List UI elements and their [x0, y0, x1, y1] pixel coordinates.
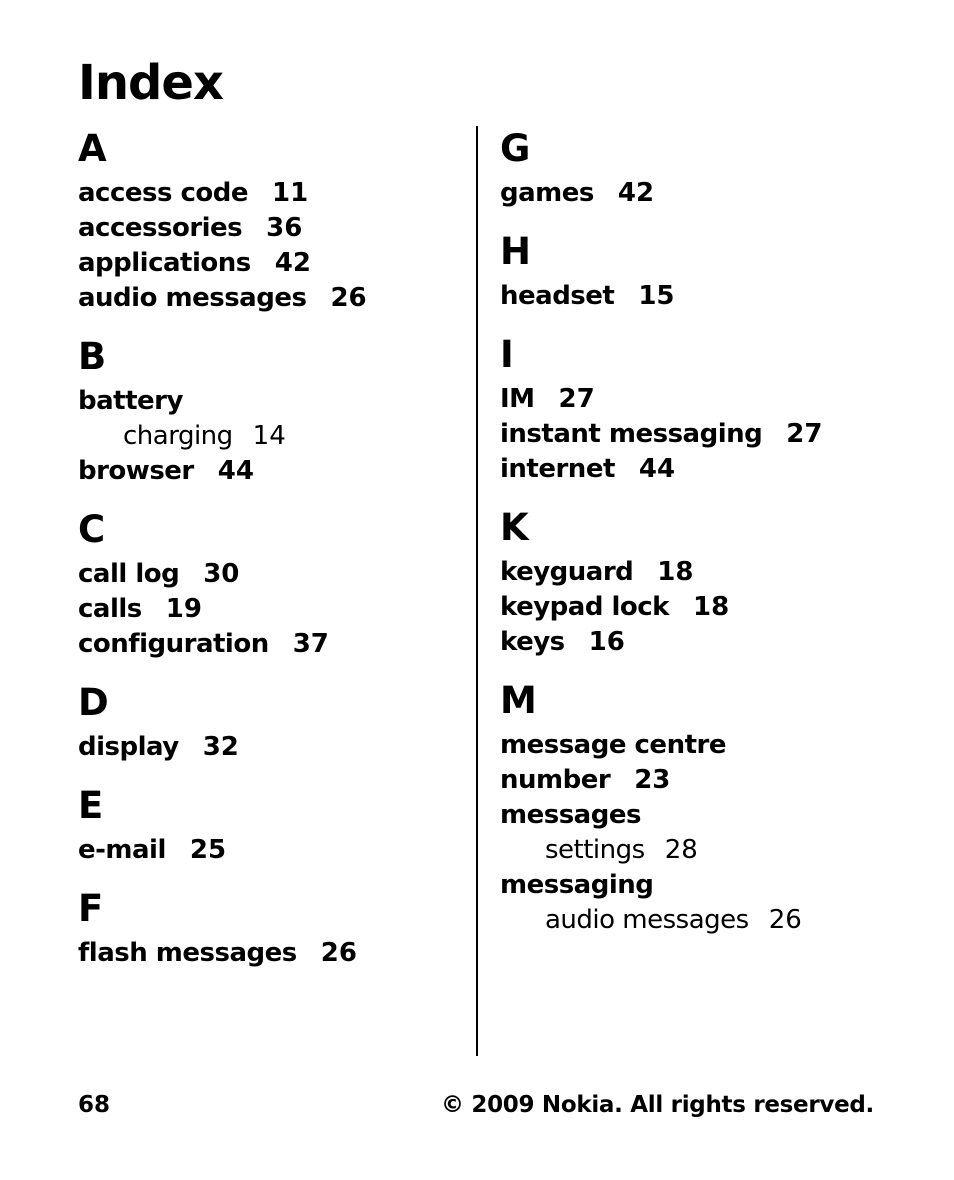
index-section — [78, 334, 468, 489]
index-entry — [78, 730, 468, 765]
index-entry — [500, 590, 920, 625]
index-column-left — [78, 126, 468, 989]
section-letter: C — [78, 508, 106, 551]
index-entry — [500, 279, 920, 314]
index-page-ref: 42 — [274, 248, 311, 278]
index-term: number — [500, 765, 611, 795]
index-term: calls — [78, 594, 142, 624]
index-section — [500, 678, 920, 938]
index-page-ref: 16 — [588, 627, 625, 657]
index-page-ref: 26 — [330, 283, 367, 313]
index-entry — [78, 246, 468, 281]
index-page-ref: 25 — [189, 835, 227, 865]
index-page-ref: 26 — [768, 905, 802, 935]
index-page-ref: 42 — [617, 178, 655, 208]
section-letter: F — [78, 887, 104, 930]
index-entry — [500, 417, 920, 452]
index-entry — [500, 868, 920, 903]
index-term: configuration — [78, 629, 269, 659]
index-entry — [78, 454, 468, 489]
section-letter: B — [78, 335, 107, 378]
index-entry — [78, 592, 468, 627]
index-term: audio messages — [78, 283, 307, 313]
index-term: e-mail — [78, 835, 166, 865]
page-title: Index — [78, 55, 223, 111]
index-entry — [500, 763, 920, 798]
index-entry — [500, 382, 920, 417]
index-entry — [78, 627, 468, 662]
index-term: games — [500, 178, 594, 208]
index-section — [500, 505, 920, 660]
index-term: battery — [78, 386, 183, 416]
index-term: charging — [123, 421, 233, 451]
index-term: message centre — [500, 730, 726, 760]
index-term: IM — [500, 384, 535, 414]
index-term: keys — [500, 627, 565, 657]
index-term: accessories — [78, 213, 243, 243]
index-term: instant messaging — [500, 419, 763, 449]
index-page-ref: 19 — [165, 594, 202, 624]
index-page-ref: 15 — [638, 281, 675, 311]
index-section — [500, 332, 920, 487]
index-entry — [500, 728, 920, 763]
index-page-ref: 23 — [634, 765, 671, 795]
index-section — [500, 229, 920, 314]
index-term: messaging — [500, 870, 654, 900]
index-section — [78, 507, 468, 662]
index-term: applications — [78, 248, 251, 278]
index-entry — [78, 833, 468, 868]
index-page-ref: 14 — [252, 421, 286, 451]
index-page-ref: 18 — [692, 592, 730, 622]
index-entry — [78, 176, 468, 211]
section-letter: I — [500, 333, 514, 376]
index-term: messages — [500, 800, 641, 830]
index-entry — [500, 555, 920, 590]
index-section — [78, 680, 468, 765]
index-page-ref: 18 — [657, 557, 694, 587]
section-letter: M — [500, 679, 537, 722]
index-entry — [500, 452, 920, 487]
index-term: call log — [78, 559, 180, 589]
index-term: access code — [78, 178, 249, 208]
page-number: 68 — [78, 1092, 111, 1118]
index-page-ref: 44 — [638, 454, 676, 484]
section-letter: K — [500, 506, 529, 549]
index-page-ref: 32 — [202, 732, 239, 762]
index-page-ref: 28 — [664, 835, 698, 865]
index-page-ref: 11 — [272, 178, 309, 208]
index-term: headset — [500, 281, 615, 311]
section-letter: E — [78, 784, 104, 827]
index-term: flash messages — [78, 938, 297, 968]
index-entry — [500, 625, 920, 660]
index-term: browser — [78, 456, 194, 486]
copyright-notice: © 2009 Nokia. All rights reserved. — [440, 1092, 874, 1118]
index-section — [78, 886, 468, 971]
index-column-right — [500, 126, 920, 956]
index-section — [500, 126, 920, 211]
index-page-ref: 36 — [266, 213, 303, 243]
index-term: audio messages — [545, 905, 749, 935]
index-entry — [78, 211, 468, 246]
index-subentry — [500, 833, 920, 868]
index-entry — [500, 176, 920, 211]
index-entry — [78, 557, 468, 592]
section-letter: H — [500, 230, 531, 273]
index-page-ref: 26 — [320, 938, 357, 968]
section-letter: D — [78, 681, 109, 724]
index-entry — [78, 936, 468, 971]
index-term: internet — [500, 454, 615, 484]
index-page-ref: 27 — [558, 384, 595, 414]
section-letter: G — [500, 127, 531, 170]
index-page-ref: 37 — [292, 629, 329, 659]
index-subentry — [78, 419, 468, 454]
column-divider — [476, 126, 478, 1056]
index-section — [78, 783, 468, 868]
index-entry — [78, 281, 468, 316]
index-page-ref: 30 — [203, 559, 240, 589]
index-term: settings — [545, 835, 645, 865]
index-term: keyguard — [500, 557, 634, 587]
index-term: keypad lock — [500, 592, 669, 622]
section-letter: A — [78, 127, 107, 170]
index-entry — [500, 798, 920, 833]
index-page-ref: 44 — [217, 456, 254, 486]
index-subentry — [500, 903, 920, 938]
index-page-ref: 27 — [786, 419, 823, 449]
index-section — [78, 126, 468, 316]
index-entry — [78, 384, 468, 419]
index-term: display — [78, 732, 179, 762]
